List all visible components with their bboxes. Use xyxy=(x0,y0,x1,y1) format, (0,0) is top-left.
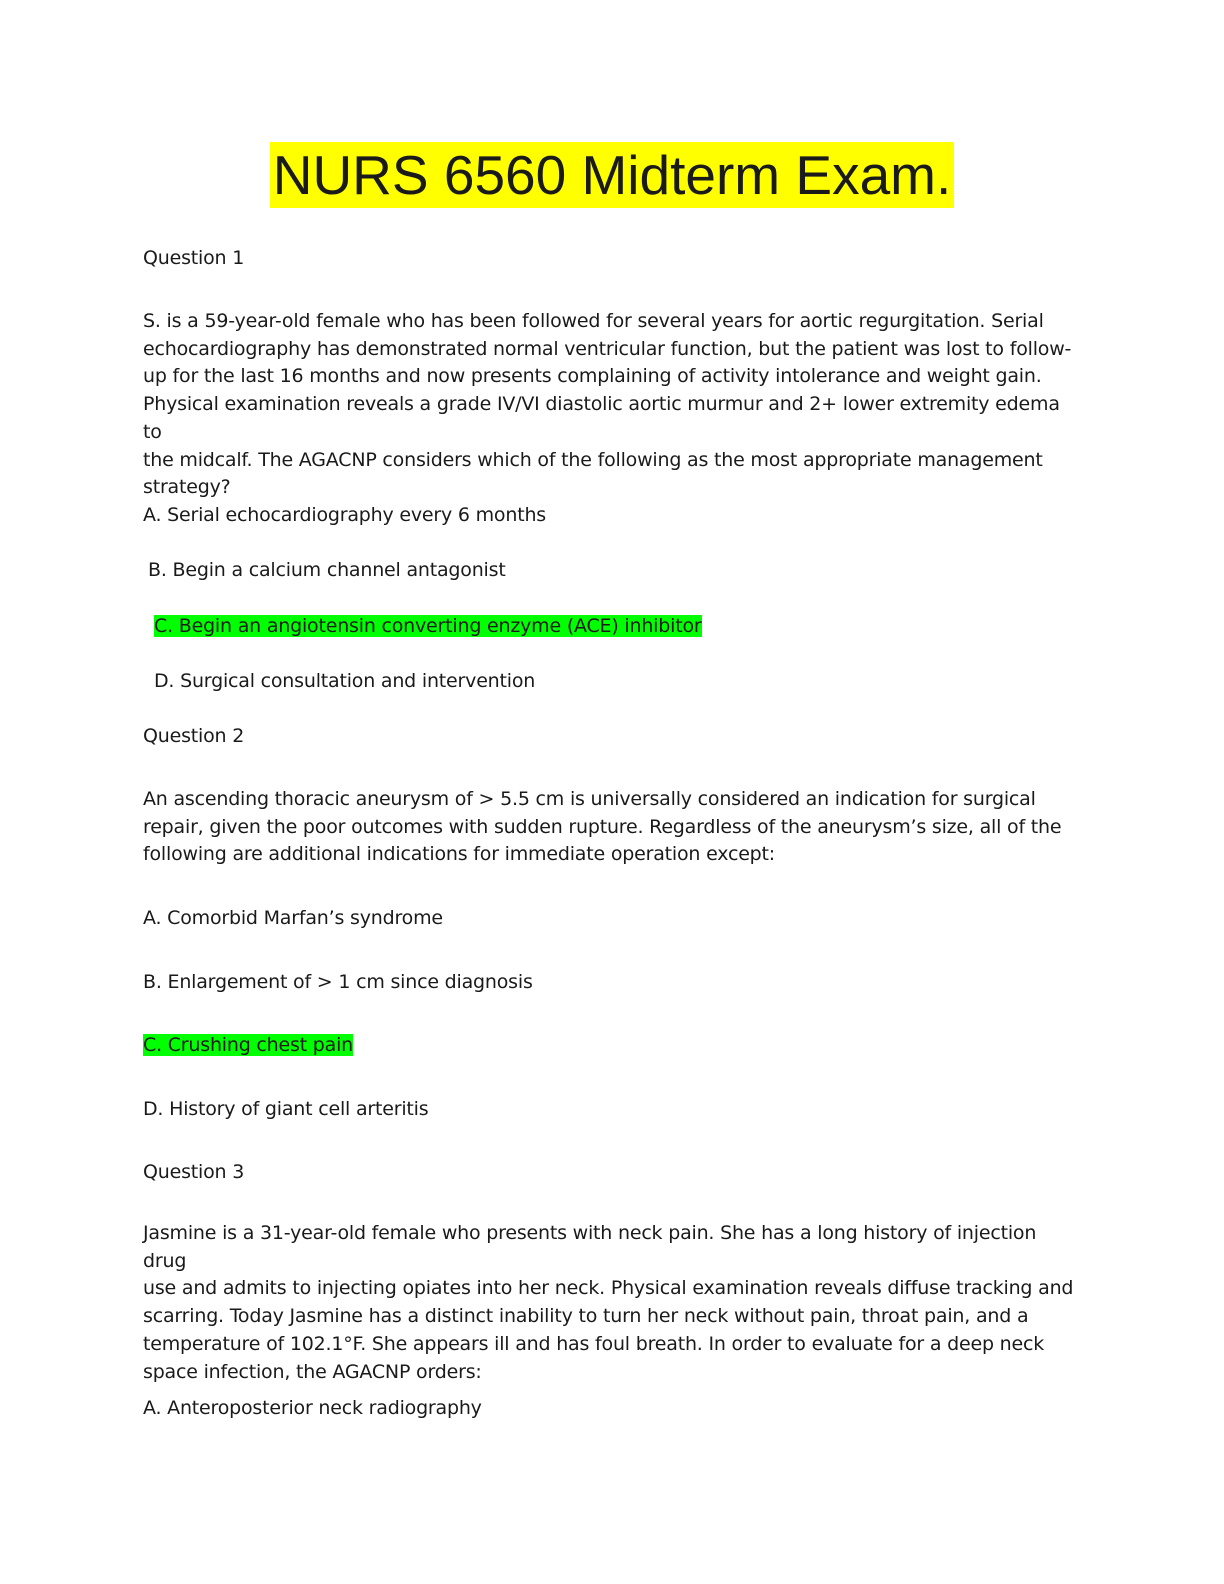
question-3-option-a: A. Anteroposterior neck radiography xyxy=(143,1397,482,1419)
question-2-option-c-container xyxy=(143,1031,353,1059)
question-3-stem-line: space infection, the AGACNP orders: xyxy=(143,1360,482,1383)
question-1-label: Question 1 xyxy=(143,247,245,269)
question-1-stem-line: strategy? xyxy=(143,476,231,499)
question-2-label: Question 2 xyxy=(143,725,245,747)
question-2-option-b: B. Enlargement of > 1 cm since diagnosis xyxy=(143,971,533,993)
question-3-stem-line: temperature of 102.1°F. She appears ill and has foul breath. In order to evaluate for a deep neck xyxy=(143,1332,1045,1355)
exam-title: NURS 6560 Midterm Exam. xyxy=(270,142,955,208)
question-2-stem-line: repair, given the poor outcomes with sudden rupture. Regardless of the aneurysm’s size, all of the xyxy=(143,815,1062,838)
question-1-option-c-container xyxy=(154,612,702,640)
question-2-option-d: D. History of giant cell arteritis xyxy=(143,1098,429,1120)
question-3-label: Question 3 xyxy=(143,1161,245,1183)
question-2-stem xyxy=(143,786,1083,869)
question-1-stem-line: up for the last 16 months and now presents complaining of activity intolerance and weight gain. xyxy=(143,365,1042,388)
question-2-option-c-answer: C. Crushing chest pain xyxy=(143,1034,354,1056)
question-1-option-b: B. Begin a calcium channel antagonist xyxy=(148,559,506,581)
question-1-option-c-answer: C. Begin an angiotensin converting enzyme (ACE) inhibitor xyxy=(154,615,702,637)
question-1-stem-line: echocardiography has demonstrated normal ventricular function, but the patient was lost to follow- xyxy=(143,337,1072,360)
question-1-stem-line: S. is a 59-year-old female who has been followed for several years for aortic regurgitation. Serial xyxy=(143,310,1044,332)
question-2-stem-line: An ascending thoracic aneurysm of > 5.5 cm is universally considered an indication for surgical xyxy=(143,788,1036,810)
question-2-option-a: A. Comorbid Marfan’s syndrome xyxy=(143,907,443,929)
question-1-option-d: D. Surgical consultation and intervention xyxy=(154,670,536,692)
question-1-stem xyxy=(143,308,1083,502)
question-3-stem-line: scarring. Today Jasmine has a distinct inability to turn her neck without pain, throat pain, and a xyxy=(143,1305,1029,1328)
exam-title-container xyxy=(0,142,1224,208)
question-3-stem-line: Jasmine is a 31-year-old female who presents with neck pain. She has a long history of injection drug xyxy=(143,1222,1037,1272)
question-1-stem-line: the midcalf. The AGACNP considers which of the following as the most appropriate management xyxy=(143,448,1043,471)
question-3-stem xyxy=(143,1220,1083,1386)
question-1-option-a: A. Serial echocardiography every 6 months xyxy=(143,504,546,526)
question-3-stem-line: use and admits to injecting opiates into her neck. Physical examination reveals diffuse tracking and xyxy=(143,1277,1074,1300)
question-2-stem-line: following are additional indications for immediate operation except: xyxy=(143,843,775,866)
question-1-stem-line: Physical examination reveals a grade IV/VI diastolic aortic murmur and 2+ lower extremity edema to xyxy=(143,393,1060,443)
